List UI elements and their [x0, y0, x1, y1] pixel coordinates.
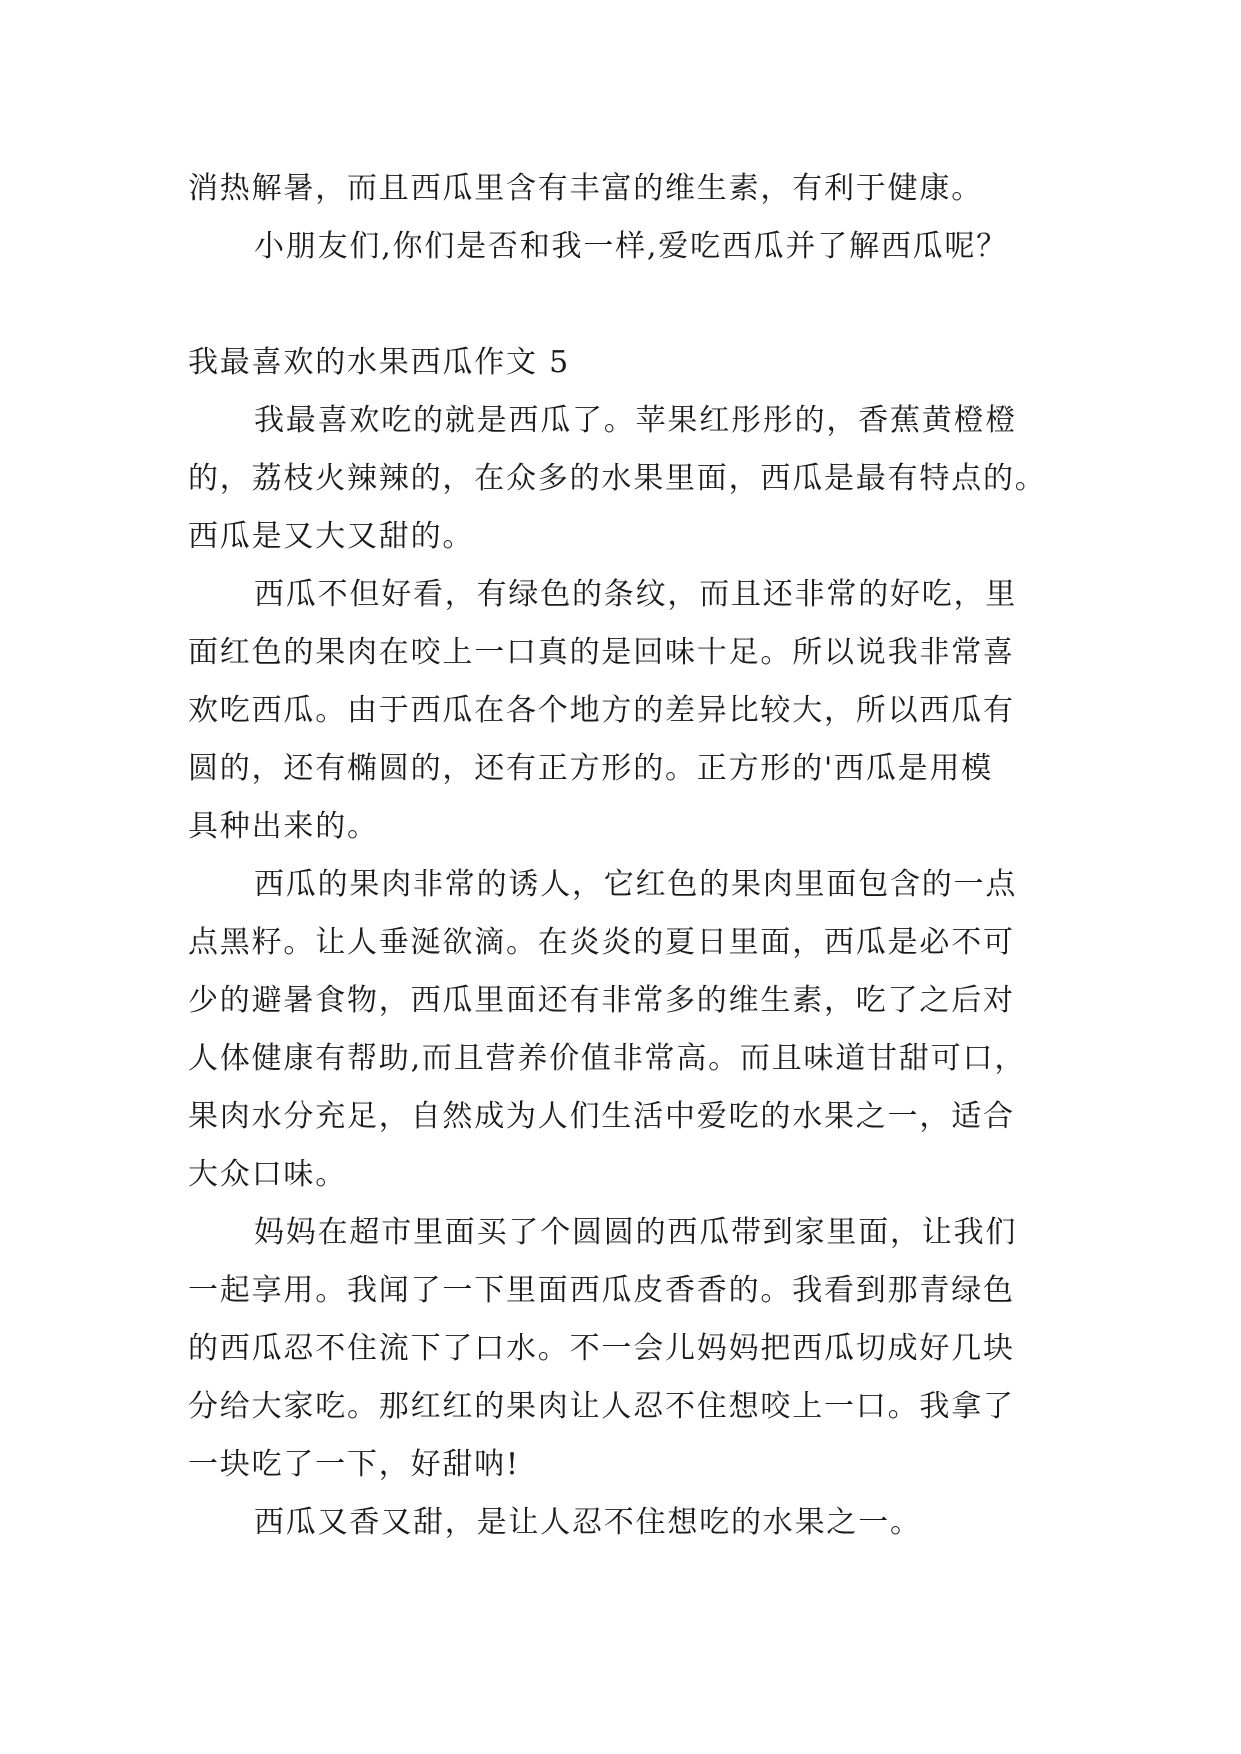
text-line: 消热解暑，而且西瓜里含有丰富的维生素，有利于健康。 — [188, 171, 983, 206]
text-line: 少的避暑食物，西瓜里面还有非常多的维生素，吃了之后对 — [188, 983, 1015, 1018]
text-line: 妈妈在超市里面买了个圆圆的西瓜带到家里面，让我们 — [254, 1215, 1018, 1250]
paragraph-gap — [188, 276, 1048, 334]
text-line: 圆的，还有椭圆的，还有正方形的。正方形的'西瓜是用模 — [188, 751, 994, 786]
text-line: 的，荔枝火辣辣的，在众多的水果里面，西瓜是最有特点的。 — [188, 461, 1047, 496]
text-line: 西瓜又香又甜，是让人忍不住想吃的水果之一。 — [254, 1505, 922, 1540]
text-line: 西瓜的果肉非常的诱人，它红色的果肉里面包含的一点 — [254, 867, 1018, 902]
text-line: 果肉水分充足，自然成为人们生活中爱吃的水果之一，适合 — [188, 1099, 1015, 1134]
text-line: 面红色的果肉在咬上一口真的是回味十足。所以说我非常喜 — [188, 635, 1015, 670]
text-line: 小朋友们,你们是否和我一样,爱吃西瓜并了解西瓜呢？ — [254, 229, 1009, 264]
text-line: 欢吃西瓜。由于西瓜在各个地方的差异比较大，所以西瓜有 — [188, 693, 1015, 728]
text-line: 我最喜欢吃的就是西瓜了。苹果红彤彤的，香蕉黄橙橙 — [254, 403, 1018, 438]
document-body — [188, 160, 1048, 1552]
text-line: 人体健康有帮助,而且营养价值非常高。而且味道甘甜可口， — [188, 1041, 1027, 1076]
text-line: 点黑籽。让人垂涎欲滴。在炎炎的夏日里面，西瓜是必不可 — [188, 925, 1015, 960]
text-line: 的西瓜忍不住流下了口水。不一会儿妈妈把西瓜切成好几块 — [188, 1331, 1015, 1366]
text-line: 大众口味。 — [188, 1157, 347, 1192]
text-line: 具种出来的。 — [188, 809, 379, 844]
text-line: 一起享用。我闻了一下里面西瓜皮香香的。我看到那青绿色 — [188, 1273, 1015, 1308]
text-line: 西瓜是又大又甜的。 — [188, 519, 475, 554]
text-line: 分给大家吃。那红红的果肉让人忍不住想咬上一口。我拿了 — [188, 1389, 1015, 1424]
text-line: 一块吃了一下，好甜呐! — [188, 1447, 520, 1482]
text-line: 西瓜不但好看，有绿色的条纹，而且还非常的好吃，里 — [254, 577, 1018, 612]
section-title: 我最喜欢的水果西瓜作文 5 — [188, 345, 571, 380]
